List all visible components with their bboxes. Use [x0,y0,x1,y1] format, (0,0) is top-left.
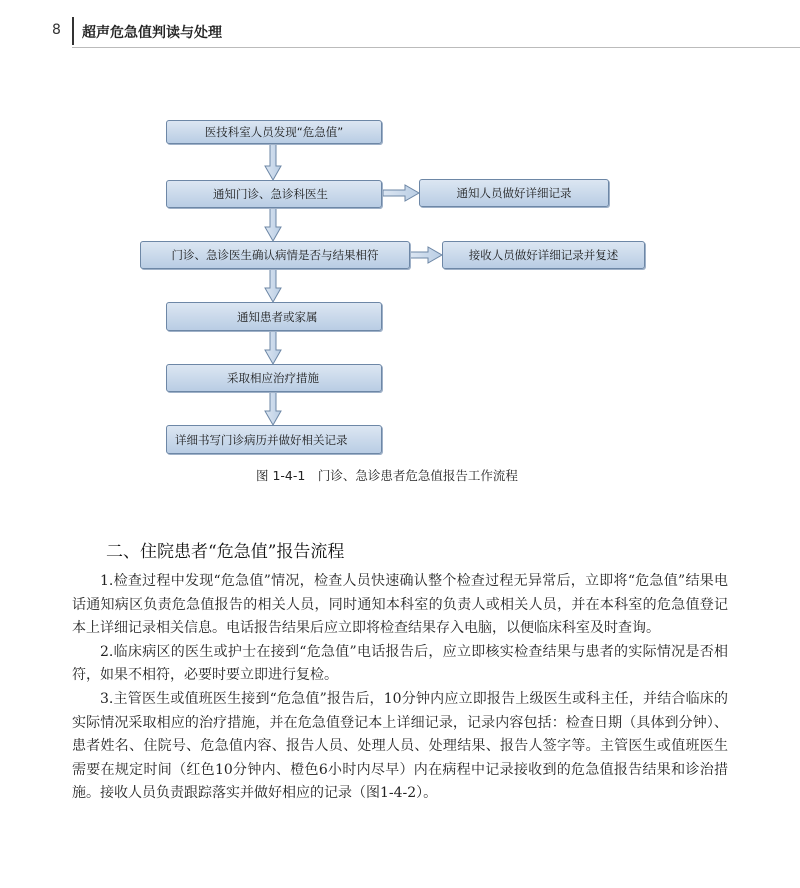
flow-box-record-notify: 通知人员做好详细记录 [419,179,609,207]
arrow-down-3 [265,269,281,302]
arrow-down-5 [265,392,281,425]
running-title: 超声危急值判读与处理 [82,25,222,41]
flow-box-write-record: 详细书写门诊病历并做好相关记录 [166,425,382,454]
flow-box-notify-patient: 通知患者或家属 [166,302,382,331]
flow-box-notify-doctor: 通知门诊、急诊科医生 [166,180,382,208]
paragraph-2: 2.临床病区的医生或护士在接到“危急值”电话报告后，应立即核实检查结果与患者的实际情况是否相符，如果不相符，必要时要立即进行复检。 [72,643,728,684]
arrow-down-2 [265,207,281,241]
flow-box-record-receive: 接收人员做好详细记录并复述 [442,241,645,269]
section-body [72,570,728,806]
page-number: 8 [52,22,61,38]
flow-box-treatment: 采取相应治疗措施 [166,364,382,392]
paragraph-3: 3.主管医生或值班医生接到“危急值”报告后，10分钟内应立即报告上级医生或科主任，并结合临床的实际情况采取相应的治疗措施，并在危急值登记本上详细记录，记录内容包括：检查日期（具体到分钟）、患者姓名、住院号、危急值内容、报告人员、处理人员、处理结果、报告人签字等。主管医生或值班医生需要在规定时间（红色10分钟内、橙色6小时内尽早）内在病程中记录接收到的危急值报告结果和诊治措施。接收人员负责跟踪落实并做好相应的记录（图1-4-2）。 [72,690,728,802]
arrow-down-4 [265,331,281,364]
arrow-down-1 [265,143,281,180]
arrow-right-2 [410,247,442,263]
flow-box-discover: 医技科室人员发现“危急值” [166,120,382,144]
flow-box-confirm: 门诊、急诊医生确认病情是否与结果相符 [140,241,410,269]
figure-caption: 图 1-4-1 门诊、急诊患者危急值报告工作流程 [256,468,518,483]
paragraph-1: 1.检查过程中发现“危急值”情况，检查人员快速确认整个检查过程无异常后，立即将“危急值”结果电话通知病区负责危急值报告的相关人员，同时通知本科室的负责人或相关人员，并在本科室的危急值登记本上详细记录相关信息。电话报告结果后应立即将检查结果存入电脑，以便临床科室及时查询。 [72,573,728,637]
section-heading: 二、住院患者“危急值”报告流程 [106,542,345,562]
arrow-right-1 [383,185,419,201]
